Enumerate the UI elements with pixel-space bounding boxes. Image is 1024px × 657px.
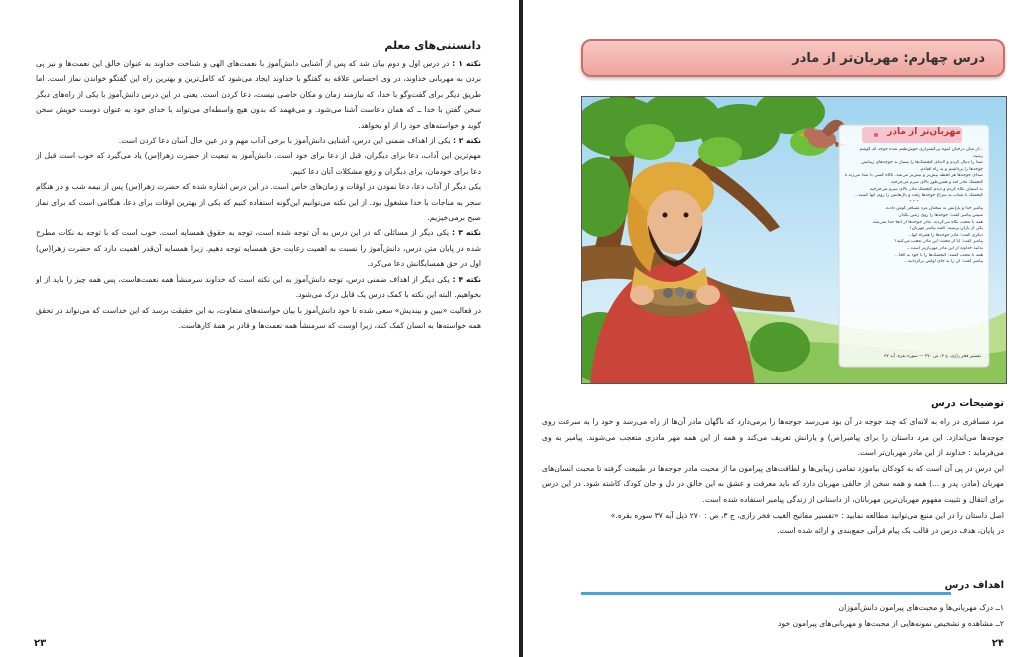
teacher-paragraph: در فعالیت «ببین و بیندیش» سعی شده تا خود دانش‌آموز با بیان خواسته‌های متفاوت، به این حقیقت برسد که این خداست که می‌تواند در تحقق همه خواسته‌ها به انسان کمک کند، زیرا اوست که سرمنشأ همه نعمت‌ها و قادر بر همهٔ کارهاست. xyxy=(36,305,481,330)
teacher-notes-title: دانستنی‌های معلم xyxy=(384,39,481,52)
poem-line: پیامبر گفت: آن را به جای اولش برگردانید... xyxy=(903,259,983,265)
poem-line: به آسمان نگاه کردم و دیدم گنجشک مادر بالای سرم می‌چرخید. xyxy=(868,186,983,192)
description-paragraph: اصل داستان را در این منبع می‌توانید مطالعه نمایید : «تفسیر مفاتیح الغیب فخر رازی، ج ۳، ص : ۲۷۰ ذیل آیه ۳۷ سوره بقره.» xyxy=(610,510,1004,520)
goals-divider xyxy=(581,592,951,595)
teacher-paragraph: مهم‌ترین این آداب، دعا برای دیگران، قبل از دعا برای خود است. دانش‌آموز به تبعیت از حضرت زهرا(س) یاد می‌گیرد که خوب است قبل از دعا برای خودمان، برای دیگران و رفع مشکلات آنان دعا کنیم. xyxy=(36,151,481,176)
poem-lines xyxy=(845,147,983,266)
lesson-title-banner xyxy=(581,39,1005,77)
description-paragraph: مرد مسافری در راه به لانه‌ای که چند جوجه در آن بود می‌رسد جوجه‌ها را برمی‌دارد که ناگهان مادر آن‌ها از راه می‌رسد و خود را به سرعت روی جوجه‌ها می‌اندازد. این مرد داستان را برای پیامبر(ص) و یارانش تعریف می‌کند و همه از این همه مهر مادری متعجب می‌شوند. پیامبر به وی می‌فرماید : خداوند از این مادر مهربان‌تر است. xyxy=(542,417,1004,458)
goals-heading: اهداف درس xyxy=(944,580,1004,591)
teacher-notes-body xyxy=(36,56,481,333)
poem-line: ...از میان درختان انبوه بی‌کشتزاری خوش‌طعم شده جوجه که گوشم xyxy=(859,147,983,152)
lesson-title: درس چهارم: مهربان‌تر از مادر xyxy=(792,51,985,66)
poem-line: دیگری گفت: مادر جوجه‌ها را همراه آنها... xyxy=(907,232,983,238)
teacher-paragraph: نکته ۲ : یکی از اهداف ضمنی این درس، آشنایی دانش‌آموز با برخی آداب مهم و در عین حال آسان دعا کردن است. xyxy=(118,136,481,146)
poem-title: مهربان‌تر از مادر xyxy=(887,127,961,137)
poem-line: جوجه‌ها را برداشتم و به راه افتادم. xyxy=(919,166,983,172)
teacher-paragraph: نکته ۱ : در درس اول و دوم بیان شد که پس از آشنایی دانش‌آموز با نعمت‌های الهی و شناخت خداوند به عنوان خالق این نعمت‌ها و نیز پی بردن به مهربانی خداوند، در وی احساس علاقه به گفتگو با خداوند ایجاد می‌شود که کامل‌ترین و بهترین راه این گفتگو خواندن نماز است. اما طریق دیگر برای گفت‌وگو با خدا، که نیازمند زمان و مکان خاصی نیست، دعا کردن است. یعنی در این درس دانش‌آموز با یکی از راه‌های دیگر سخن گفتن با خدا ــ که همان دعاست آشنا می‌شود. و می‌فهمد که بدون هیچ واسطه‌ای می‌تواند با خدای خود به عنوان دوست خویش سخن گوید و خواسته‌های خود را از او بخواهد. xyxy=(36,59,481,130)
page-number: ۲۴ xyxy=(991,638,1004,649)
description-body xyxy=(542,414,1004,539)
poem-line: پیامبر گفت: آیا از محبت این مادر تعجب می‌کنید؟ xyxy=(894,239,983,245)
poem-line: بدانید خداوند از این مادر مهربان‌تر است... xyxy=(906,245,983,251)
note-label: نکته ۱ : xyxy=(452,59,481,68)
goal-item: ۲ــ مشاهده و تشخیص نمونه‌هایی از محبت‌ها و مهربانی‌های پیرامون خود xyxy=(778,619,1004,628)
poem-line: صدا را دنبال کردم و لانه‌ای گنجشک‌ها را بسیار به جوجه‌های زیبایش xyxy=(861,160,983,166)
poem-line: گنجشک مادر آمد و همین‌طور بالای سرم می‌چرخید. xyxy=(889,179,983,185)
description-paragraph: این درس در پی آن است که به کودکان بیاموزد تمامی زیبایی‌ها و لطافت‌های پیرامون ما از محبت مادر جوجه‌ها در طبیعت گرفته تا محبت انسان‌های مهربان (مادر، پدر و ...) همه و همه سخن از خالقی مهربان دارد که باید معرفت و عشق به این خالق در دل و جان کودک کاشته شود. در این درس برای انتقال و تثبیت مفهوم مهربان‌ترین مهربانان، از داستانی از زندگی پیامبر استفاده شده است. xyxy=(542,463,1004,504)
note-label: نکته ۲ : xyxy=(453,136,481,146)
lesson-illustration xyxy=(581,96,1007,384)
goal-item: ۱ــ درک مهربانی‌ها و محبت‌های پیرامون دانش‌آموزان xyxy=(838,603,1004,612)
goals-list xyxy=(778,600,1004,632)
teacher-paragraph: یکی دیگر از آداب دعا، دعا نمودن در اوقات و زمان‌های خاص است. در این درس اشاره شده که حضرت زهرا(س) پس از نیمه شب و در هنگام سحر به مناجات با خدا مشغول بود. از این نکته می‌توانیم این‌گونه استفاده کنیم که یکی از بهترین اوقات برای دعا، هنگامی است که برای نماز صبح برمی‌خیزیم. xyxy=(36,182,481,223)
description-heading: توضیحات درس xyxy=(931,398,1004,409)
poem-line: گنجشک با شتاب به سراغ جوجه‌ها رفت و بال‌هایش را روی آنها کشید... xyxy=(854,193,983,199)
poem-source: تفسیر فخر رازی، ج ۳، ص ۲۷۰ — سوره بقره، آیه ۳۷ xyxy=(883,354,981,359)
poem-line: سپس پیامبر گفت: جوجه‌ها را روی زمین بگذار. xyxy=(897,212,983,218)
description-paragraph: در پایان، هدف درس در قالب یک پیام قرآنی جمع‌بندی و ارائه شده است. xyxy=(777,526,1004,536)
note-label: نکته ۴ : xyxy=(452,274,481,284)
right-page xyxy=(523,0,1024,657)
poem-line: همه با تعجب گفتند: گنجشک‌ها را با خود به کجا... xyxy=(894,252,983,258)
poem-line: یکی از یاران پرسید: گفته بیامبر مهربان؟ xyxy=(909,226,983,232)
page-number: ۲۳ xyxy=(34,638,47,649)
poem-card xyxy=(841,127,989,365)
poem-line: همه با تعجب نگاه می‌کردند. مادر جوجه‌ها از آنجا جدا نمی‌شد. xyxy=(871,219,983,225)
note-label: نکته ۳ : xyxy=(452,228,481,238)
poem-line: پیامبر خدا و یارانش به سخنان مرد مسافر گوش دادند. xyxy=(884,206,983,212)
teacher-paragraph: نکته ۳ : یکی دیگر از مسائلی که در این درس به آن توجه شده است، توجه به حقوق همسایه است. خوب است که با توجه به نکات مطرح شده در پایان متن درس، دانش‌آموز را نسبت به اهمیت رعایت حق همسایه توجه دهیم. زیرا همسایه آن‌قدر اهمیت دارد که حضرت زهرا(س) اول در حق همسایگانش دعا می‌کرد. xyxy=(36,228,481,269)
poem-divider: * * * xyxy=(909,199,919,205)
teacher-paragraph: نکته ۴ : یکی دیگر از اهداف ضمنی درس، توجه دانش‌آموز به این نکته است که خداوند سرمنشأ همه نعمت‌هاست، پس همه چیز را باید از او بخواهیم. البته این نکته با کمک درس یک قابل درک می‌شود. xyxy=(36,274,481,300)
poem-line: صدای جوجه‌ها هر لحظه بیش‌تر و بیش‌تر می‌شد. ناگاه کسی با صدا می‌زند تا xyxy=(845,173,983,179)
poem-line: رسید. xyxy=(972,153,983,159)
